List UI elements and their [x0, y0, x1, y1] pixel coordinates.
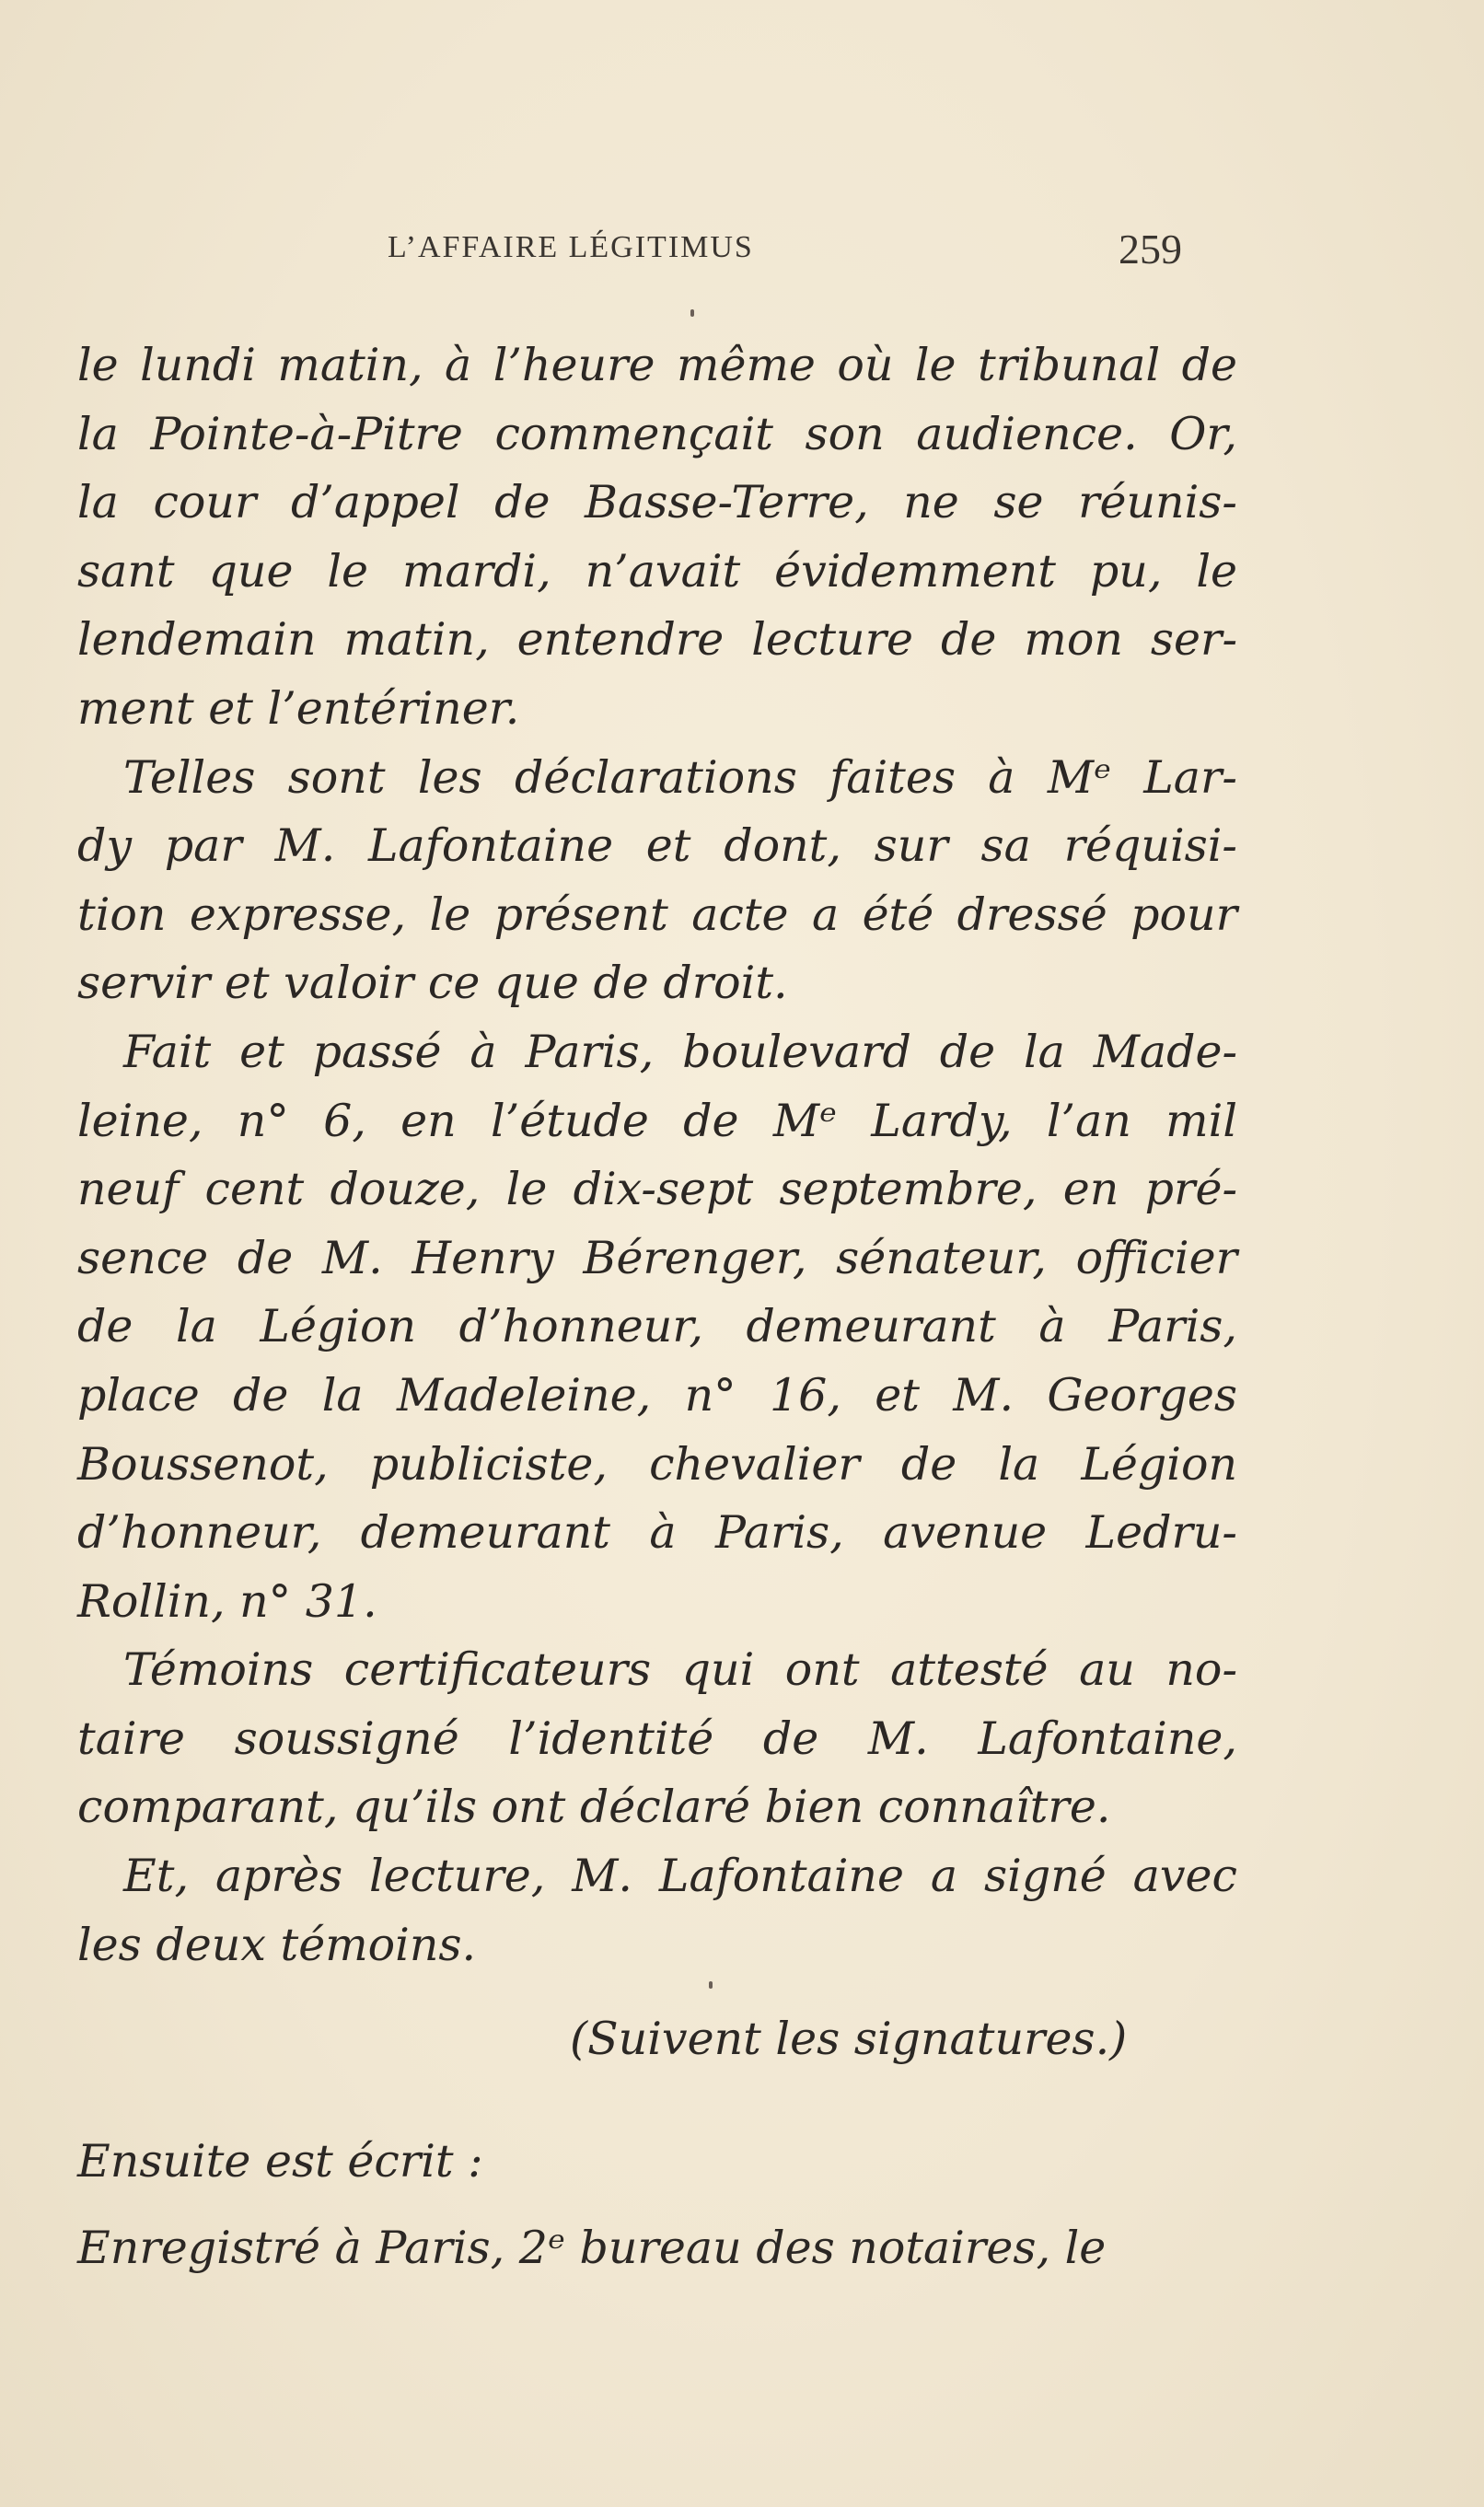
text-line: les deux témoins.	[77, 1918, 477, 1971]
signatures-note: (Suivent les signatures.)	[570, 2013, 1128, 2066]
text-line: dy par M. Lafontaine et dont, sur sa réquisi-	[77, 819, 1237, 873]
text-line: ment et l’entériner.	[77, 681, 520, 735]
text-line: comparant, qu’ils ont déclaré bien connaître.	[77, 1781, 1111, 1834]
paragraph-start-line: Fait et passé à Paris, boulevard de la Made-	[123, 1025, 1237, 1078]
page-header	[0, 225, 1484, 280]
text-line: la Pointe-à-Pitre commençait son audience. Or,	[77, 407, 1237, 460]
text-line: Enregistré à Paris, 2ᵉ bureau des notaires, le	[77, 2222, 1107, 2275]
text-line: neuf cent douze, le dix-sept septembre, en pré-	[77, 1163, 1237, 1216]
text-line: de la Légion d’honneur, demeurant à Paris,	[77, 1300, 1237, 1353]
page-number: 259	[1119, 226, 1182, 273]
text-line: tion expresse, le présent acte a été dressé pour	[77, 888, 1237, 941]
text-line: sant que le mardi, n’avait évidemment pu, le	[77, 544, 1237, 598]
ink-speck-mark	[709, 1981, 713, 1989]
text-line: Ensuite est écrit :	[77, 2134, 483, 2188]
text-line: Rollin, n° 31.	[77, 1574, 377, 1628]
text-line: d’honneur, demeurant à Paris, avenue Ledru-	[77, 1506, 1237, 1560]
paragraph-start-line: Telles sont les déclarations faites à Mᵉ Lar-	[123, 750, 1237, 804]
text-line: taire soussigné l’identité de M. Lafontaine,	[77, 1712, 1237, 1765]
text-line: lendemain matin, entendre lecture de mon ser-	[77, 613, 1237, 667]
text-line: Boussenot, publiciste, chevalier de la Légion	[77, 1437, 1237, 1491]
paragraph-start-line: Témoins certificateurs qui ont attesté au no-	[123, 1643, 1237, 1697]
text-line: place de la Madeleine, n° 16, et M. Georges	[77, 1368, 1237, 1422]
text-line: sence de M. Henry Bérenger, sénateur, officier	[77, 1231, 1237, 1284]
text-line: leine, n° 6, en l’étude de Mᵉ Lardy, l’an mil	[77, 1094, 1237, 1147]
paragraph-start-line: Et, après lecture, M. Lafontaine a signé avec	[123, 1850, 1237, 1903]
text-line: le lundi matin, à l’heure même où le tribunal de	[77, 339, 1237, 391]
text-line: servir et valoir ce que de droit.	[77, 957, 788, 1010]
text-line: la cour d’appel de Basse-Terre, ne se réunis-	[77, 476, 1237, 529]
body-text	[77, 331, 1237, 2283]
ink-speck-mark	[690, 309, 694, 317]
running-head: L’AFFAIRE LÉGITIMUS	[388, 230, 754, 264]
